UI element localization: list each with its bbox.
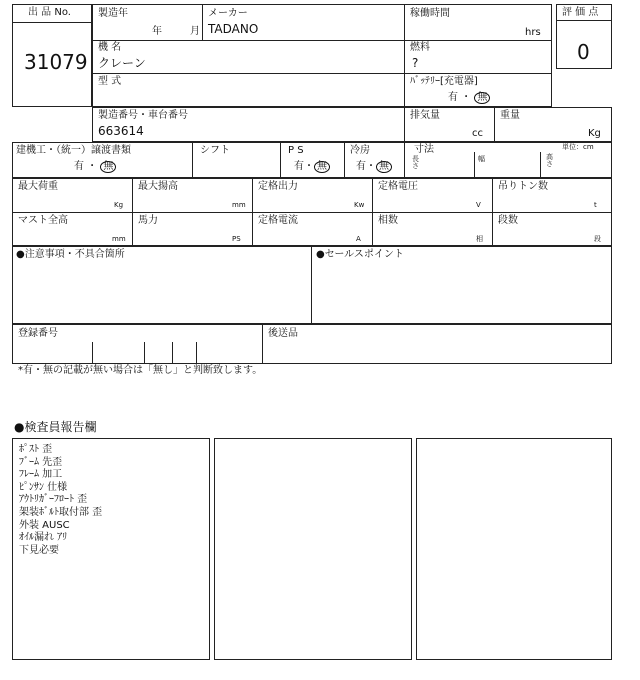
accessories-label: 後送品 bbox=[268, 328, 298, 339]
inspector-line: ﾋﾟﾝｻﾝ 仕様 bbox=[19, 481, 68, 493]
ac-no-circled: 無 bbox=[376, 161, 392, 173]
height-label: 高さ bbox=[546, 153, 553, 168]
phase-unit: 相 bbox=[476, 235, 483, 243]
inspector-notes bbox=[19, 444, 102, 557]
serial-label: 製造番号・車台番号 bbox=[98, 110, 188, 121]
displacement-unit: cc bbox=[472, 128, 483, 139]
max-lift-unit: mm bbox=[232, 201, 246, 209]
inspector-line: ｱｳﾄﾘｶﾞｰﾌﾛｰﾄ 歪 bbox=[19, 494, 88, 506]
type-label: 型 式 bbox=[98, 76, 122, 87]
rated-current-label: 定格電流 bbox=[258, 215, 298, 226]
phase-label: 相数 bbox=[378, 215, 398, 226]
cert-no-circled: 無 bbox=[100, 161, 116, 173]
hours-unit: hrs bbox=[525, 27, 541, 38]
rated-output-label: 定格出力 bbox=[258, 181, 298, 192]
model-name-label: 機 名 bbox=[98, 42, 122, 53]
stages-unit: 段 bbox=[594, 235, 601, 243]
mfg-year-label: 製造年 bbox=[98, 8, 128, 19]
lot-no-label: 出 品 No. bbox=[28, 7, 71, 18]
cert-label: 建機工・（統一）譲渡書類 bbox=[16, 145, 131, 156]
max-lift-label: 最大揚高 bbox=[138, 181, 178, 192]
model-name: クレーン bbox=[98, 56, 146, 70]
inspector-title: ●検査員報告欄 bbox=[14, 420, 97, 434]
inspector-line: 架装ﾎﾞﾙﾄ取付部 歪 bbox=[19, 506, 103, 518]
dims-label: 寸法 bbox=[414, 144, 434, 155]
inspector-col-2 bbox=[214, 438, 412, 660]
horsepower-label: 馬力 bbox=[138, 215, 158, 226]
registration-row bbox=[12, 324, 612, 364]
maker-label: メーカー bbox=[208, 8, 248, 19]
battery-yes-no: 有 ・ 無 bbox=[448, 92, 490, 104]
footnote: *有・無の記載が無い場合は「無し」と判断致します。 bbox=[18, 365, 263, 376]
serial: 663614 bbox=[98, 124, 144, 138]
ac-yes-no: 有・ 無 bbox=[356, 161, 392, 173]
battery-no-circled: 無 bbox=[474, 92, 490, 104]
fuel: ? bbox=[412, 56, 419, 70]
lot-no: 31079 bbox=[24, 50, 88, 74]
battery-label: ﾊﾞｯﾃﾘｰ[充電器] bbox=[410, 76, 478, 87]
width-label: 幅 bbox=[478, 155, 485, 163]
hoist-ton-label: 吊りトン数 bbox=[498, 181, 548, 192]
displacement-label: 排気量 bbox=[410, 110, 440, 121]
rated-output-unit: Kw bbox=[354, 201, 365, 209]
inspector-line: ｵｲﾙ漏れ ｱﾘ bbox=[19, 532, 68, 544]
stages-label: 段数 bbox=[498, 215, 518, 226]
shift-label: シフト bbox=[200, 145, 230, 156]
mast-height-unit: mm bbox=[112, 235, 126, 243]
weight-unit: Kg bbox=[588, 128, 601, 139]
cert-yes-no: 有 ・ 無 bbox=[74, 161, 116, 173]
dims-unit: 単位：cm bbox=[562, 143, 594, 151]
weight-label: 重量 bbox=[500, 110, 520, 121]
length-label: 長さ bbox=[412, 155, 419, 170]
rated-voltage-label: 定格電圧 bbox=[378, 181, 418, 192]
horsepower-unit: PS bbox=[232, 235, 241, 243]
max-load-label: 最大荷重 bbox=[18, 181, 58, 192]
month-unit: 月 bbox=[190, 26, 200, 37]
rated-voltage-unit: V bbox=[476, 201, 481, 209]
notes-label: ●注意事項・不具合箇所 bbox=[16, 249, 125, 260]
fuel-label: 燃料 bbox=[410, 42, 430, 53]
rating: 0 bbox=[577, 40, 590, 64]
inspector-line: 下見必要 bbox=[19, 544, 59, 556]
ps-no-circled: 無 bbox=[314, 161, 330, 173]
year-unit: 年 bbox=[152, 26, 162, 37]
max-load-unit: Kg bbox=[114, 201, 124, 209]
inspector-line: ﾎﾟｽﾄ 歪 bbox=[19, 444, 53, 455]
inspector-col-3 bbox=[416, 438, 612, 660]
reg-no-label: 登録番号 bbox=[18, 328, 58, 339]
hours-label: 稼働時間 bbox=[410, 8, 450, 19]
ps-yes-no: 有・ 無 bbox=[294, 161, 330, 173]
maker: TADANO bbox=[208, 22, 259, 36]
rated-current-unit: A bbox=[356, 235, 361, 243]
mast-height-label: マスト全高 bbox=[18, 215, 68, 226]
ac-label: 冷房 bbox=[350, 145, 370, 156]
ps-label: P S bbox=[288, 145, 304, 156]
inspector-line: ﾌﾚｰﾑ 加工 bbox=[19, 469, 63, 481]
rating-label: 評 価 点 bbox=[562, 7, 599, 18]
inspector-line: ﾌﾞｰﾑ 先歪 bbox=[19, 456, 63, 468]
hoist-ton-unit: t bbox=[594, 201, 597, 209]
sales-label: ●セールスポイント bbox=[316, 249, 404, 260]
inspector-line: 外装 AUSC bbox=[19, 519, 70, 531]
